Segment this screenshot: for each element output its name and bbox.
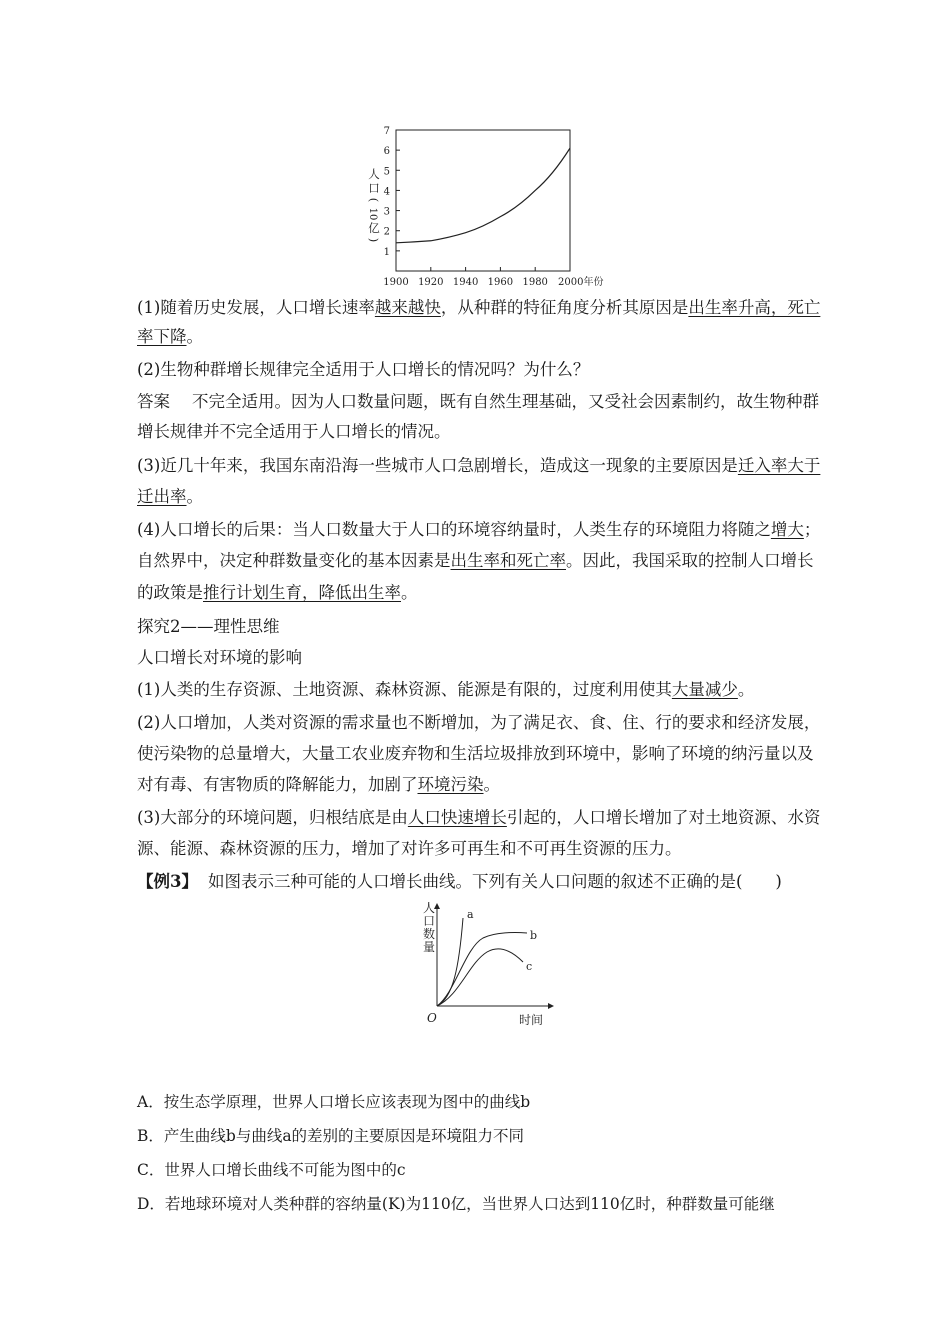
option-d: D．若地球环境对人类种群的容纳量(K)为110亿，当世界人口达到110亿时，种群数量可能继 [137,1195,775,1213]
explore-item-3-line1 [137,808,820,828]
q3-end: 。 [186,487,203,506]
q4-answer-3: 推行计划生育，降低出生率 [203,583,401,602]
q4-answer-1: 增大 [770,520,804,539]
growth-curves-chart [415,898,565,1026]
svg-text:10: 10 [367,207,378,221]
q1-line1 [137,298,820,318]
q2-answer-text: 不完全适用。因为人口数量问题，既有自然生理基础，又受社会因素制约，故生物种群 [192,392,819,411]
x-tick-label: 1960 [487,277,514,288]
explore-item-1 [137,680,754,700]
curve-b [437,933,527,1006]
explore-text: (3)大部分的环境问题，归根结底是由 [137,808,408,827]
explore-answer-3: 人口快速增长 [407,808,507,827]
q4-text: (4)人口增长的后果：当人口数量大于人口的环境容纳量时，人类生存的环境阻力将随之 [137,520,771,539]
q4-line3 [137,583,418,603]
q3-line2 [137,487,203,507]
x-tick-label: 2000年份 [558,277,604,288]
example-3 [137,872,782,892]
x-tick-label: 1900 [383,277,409,288]
explore-item-3-line2: 源、能源、森林资源的压力，增加了对许多可再生和不可再生资源的压力。 [137,839,682,858]
q4-line1 [137,520,820,540]
q1-text: ，从种群的特征角度分析其原因是 [440,298,689,317]
explore-answer-2: 环境污染 [417,775,484,794]
q3-text: (3)近几十年来，我国东南沿海一些城市人口急剧增长，造成这一现象的主要原因是 [137,456,738,475]
y-tick-label: 4 [383,186,390,198]
curve-c [437,949,523,1006]
q1-line2 [137,327,203,347]
explore-answer-1: 大量减少 [671,680,738,699]
explore-text: (1)人类的生存资源、土地资源、森林资源、能源是有限的，过度利用使其 [137,680,672,699]
q4-text: ； [803,520,821,539]
origin-label: O [427,1011,437,1025]
q3-answer-cont: 迁出率 [137,487,187,506]
explore-item-2-line3 [137,775,500,795]
q2-answer-line1 [137,392,819,412]
q4-text: 的政策是 [137,583,203,602]
q1-answer-reason-cont: 率下降 [137,327,187,346]
q3-answer: 迁入率大于 [737,456,821,475]
q4-text: 。 [401,583,418,602]
explore-text: 。 [737,680,755,699]
explore-text: 引起的，人口增长增加了对土地资源、水资 [506,808,821,827]
q2-question: (2)生物种群增长规律完全适用于人口增长的情况吗？为什么？ [137,360,590,379]
svg-text:): ) [367,237,381,243]
explore-subtitle: 人口增长对环境的影响 [137,648,302,667]
x-tick-label: 1940 [452,277,479,288]
svg-text:量: 量 [422,940,436,954]
svg-text:数: 数 [422,927,436,941]
explore-title: 探究2——理性思维 [137,617,280,636]
q2-answer-line2: 增长规律并不完全适用于人口增长的情况。 [137,422,451,441]
plot-frame [396,130,570,271]
svg-text:口: 口 [422,914,436,928]
x-tick-label: 1980 [522,277,548,288]
x-axis-label: 时间 [519,1013,544,1026]
svg-text:亿: 亿 [368,221,380,235]
explore-item-2-line2: 使污染物的总量增大，大量工农业废弃物和生活垃圾排放到环境中，影响了环境的纳污量以及 [137,744,814,763]
y-tick-label: 7 [383,126,390,137]
option-c: C．世界人口增长曲线不可能为图中的c [137,1161,406,1179]
y-tick-label: 5 [383,166,390,178]
curve-label-a: a [467,908,474,921]
q4-answer-2: 出生率和死亡率 [450,551,566,570]
q1-answer-rate: 越来越快 [374,298,441,317]
q1-answer-reason: 出生率升高，死亡 [688,298,821,317]
y-tick-label: 1 [383,246,390,258]
curve-label-c: c [526,960,533,973]
option-b: B．产生曲线b与曲线a的差别的主要原因是环境阻力不同 [137,1127,525,1145]
q4-line2 [137,551,814,571]
explore-text: 。 [483,775,500,794]
q1-end: 。 [186,327,203,346]
q1-text: (1)随着历史发展，人口增长速率 [137,298,375,317]
y-tick-label: 2 [383,226,390,238]
svg-text:口: 口 [368,181,380,195]
curve-label-b: b [530,929,538,942]
y-axis-label [423,901,435,954]
curve-a [437,918,463,1006]
y-tick-label: 6 [383,146,390,158]
population-chart [360,120,620,295]
population-curve [396,148,570,243]
explore-item-2-line1: (2)人口增加，人类对资源的需求量也不断增加，为了满足衣、食、住、行的要求和经济发展， [137,713,821,732]
example-question: 如图表示三种可能的人口增长曲线。下列有关人口问题的叙述不正确的是( ) [207,872,782,891]
q4-text: 。因此，我国采取的控制人口增长 [566,551,814,570]
q4-text: 自然界中，决定种群数量变化的基本因素是 [137,551,451,570]
q3-line1 [137,456,820,476]
svg-text:人: 人 [422,901,436,915]
svg-text:(: ( [367,197,381,203]
answer-label: 答案 [137,392,170,411]
option-a: A．按生态学原理，世界人口增长应该表现为图中的曲线b [137,1093,531,1111]
svg-text:人: 人 [368,167,380,181]
explore-text: 对有毒、有害物质的降解能力，加剧了 [137,775,418,794]
y-axis-label [367,167,381,242]
x-tick-label: 1920 [418,277,444,288]
example-tag: 【例3】 [137,872,198,891]
y-tick-label: 3 [383,206,390,218]
